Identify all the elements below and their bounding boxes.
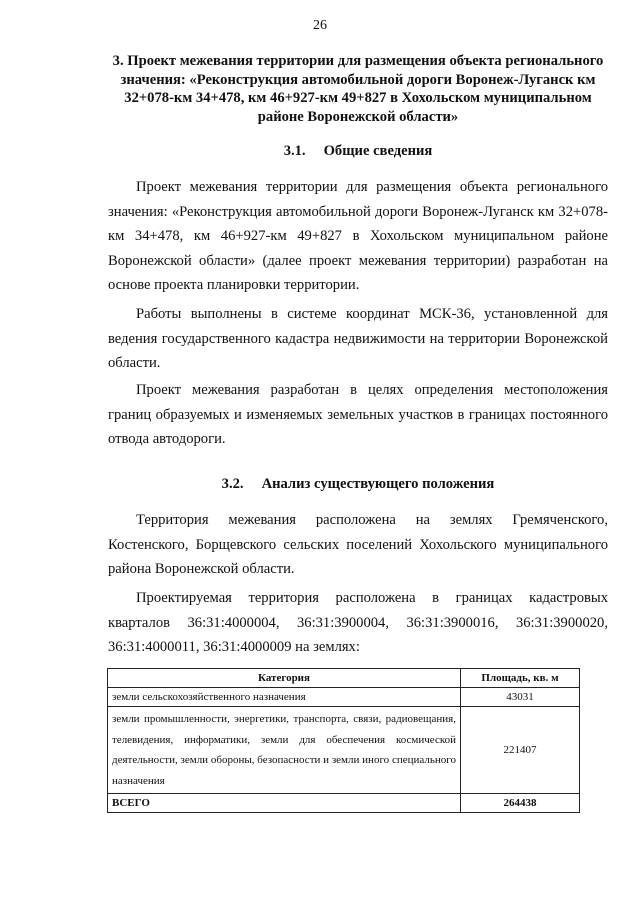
page-number: 26 <box>313 18 327 33</box>
table-row <box>108 707 580 794</box>
document-title: 3. Проект межевания территории для размещения объекта регионального значения: «Реконструкция автомобильной дороги Воронеж-Луганск км 32+078-км 34+478, км 46+927-км 49+827 в Хохольском муниципальном районе Воронежской области» <box>112 53 604 125</box>
area-cell: 43031 <box>461 688 580 707</box>
section-title: Анализ существующего положения <box>261 476 495 492</box>
table-header-row <box>108 669 580 688</box>
category-cell: земли сельскохозяйственного назначения <box>108 688 461 707</box>
column-header: Площадь, кв. м <box>461 669 580 688</box>
total-label: ВСЕГО <box>108 794 461 813</box>
paragraph: Проект межевания территории для размещения объекта регионального значения: «Реконструкция автомобильной дороги Воронеж-Луганск км 32+078-км 34+478, км 46+927-км 49+827 в Хохольском муниципальном районе Воронежской области» (далее проект межевания территории) разработан на основе проекта планировки территории. <box>108 179 608 294</box>
section-heading-3-1 <box>108 143 608 160</box>
table-row <box>108 688 580 707</box>
paragraph: Работы выполнены в системе координат МСК-36, установленной для ведения государственного кадастра недвижимости на территории Воронежской области. <box>108 306 608 372</box>
section-number: 3.1. <box>283 143 306 159</box>
paragraph: Проект межевания разработан в целях определения местоположения границ образуемых и изменяемых земельных участков в границах постоянного отвода автодороги. <box>108 382 608 448</box>
paragraph: Территория межевания расположена на землях Гремяченского, Костенского, Борщевского сельских поселений Хохольского муниципального района Воронежской области. <box>108 512 608 578</box>
total-area: 264438 <box>461 794 580 813</box>
section-title: Общие сведения <box>323 143 433 159</box>
category-cell: земли промышленности, энергетики, транспорта, связи, радиовещания, телевидения, информатики, земли для обеспечения космической деятельности, земли обороны, безопасности и земли иного специального назначения <box>108 707 461 794</box>
table-total-row <box>108 794 580 813</box>
paragraph: Проектируемая территория расположена в границах кадастровых кварталов 36:31:4000004, 36:31:3900004, 36:31:3900016, 36:31:3900020, 36:31:4000011, 36:31:4000009 на землях: <box>108 590 608 656</box>
column-header: Категория <box>108 669 461 688</box>
area-cell: 221407 <box>461 707 580 794</box>
section-heading-3-2 <box>108 476 608 493</box>
section-number: 3.2. <box>221 476 244 492</box>
land-category-table <box>107 668 580 813</box>
